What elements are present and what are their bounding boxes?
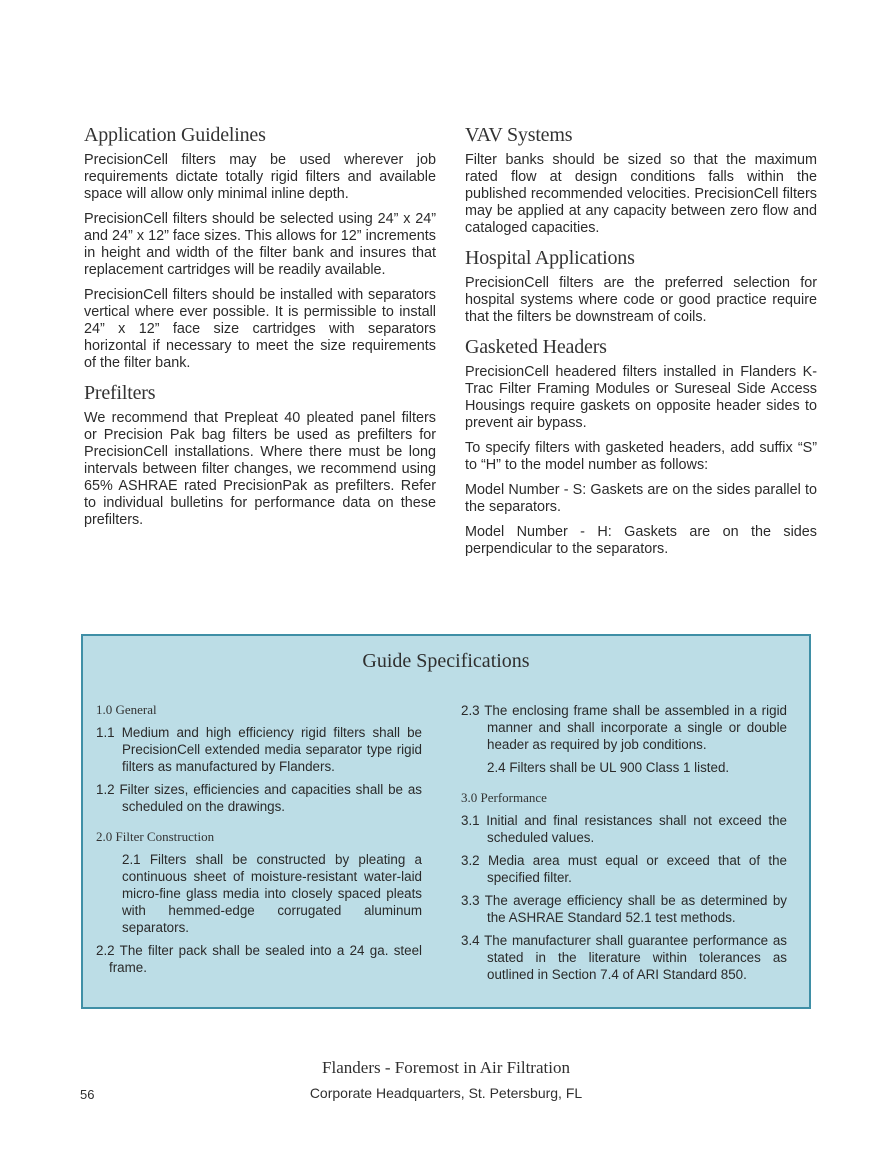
paragraph: Model Number - S: Gaskets are on the sides parallel to the separators. (465, 482, 817, 515)
spec-item-1-1: 1.1 Medium and high efficiency rigid filters shall be PrecisionCell extended media separator type rigid filters as manufactured by Flanders. (96, 725, 422, 774)
paragraph: We recommend that Prepleat 40 pleated panel filters or Precision Pak bag filters be used as prefilters for PrecisionCell installations. Where there must be long intervals between filter changes, we recommend using 65% ASHRAE rated PrecisionPak as prefilters. Refer to individual bulletins for performance data on these prefilters. (84, 410, 436, 528)
paragraph: PrecisionCell filters should be installed with separators vertical where ever possible. It is permissible to install 24” x 12” face size cartridges with separators horizontal if necessary to meet the size requirements of the filter bank. (84, 287, 436, 371)
spec-item-3-4: 3.4 The manufacturer shall guarantee performance as stated in the literature within tolerances as outlined in Section 7.4 of ARI Standard 850. (461, 933, 787, 982)
paragraph: To specify filters with gasketed headers, add suffix “S” to “H” to the model number as follows: (465, 440, 817, 473)
paragraph: Model Number - H: Gaskets are on the sides perpendicular to the separators. (465, 524, 817, 557)
left-column (84, 122, 436, 537)
heading-application-guidelines: Application Guidelines (84, 124, 266, 146)
paragraph: PrecisionCell filters should be selected using 24” x 24” and 24” x 12” face sizes. This allows for 12” increments in height and width of the filter bank and insures that replacement cartridges will be readily available. (84, 211, 436, 278)
spec-item-3-3: 3.3 The average efficiency shall be as determined by the ASHRAE Standard 52.1 test methods. (461, 893, 787, 925)
paragraph: PrecisionCell filters may be used wherever job requirements dictate totally rigid filters and available space will allow only minimal inline depth. (84, 152, 436, 202)
right-column (465, 122, 817, 566)
guide-specifications-title: Guide Specifications (362, 650, 530, 672)
spec-item-1-2: 1.2 Filter sizes, efficiencies and capacities shall be as scheduled on the drawings. (96, 782, 422, 814)
footer-subtitle: Corporate Headquarters, St. Petersburg, FL (309, 1085, 583, 1101)
spec-item-2-4: 2.4 Filters shall be UL 900 Class 1 listed. (487, 760, 730, 775)
paragraph: PrecisionCell headered filters installed in Flanders K-Trac Filter Framing Modules or Sureseal Side Access Housings require gaskets on opposite header sides to prevent air bypass. (465, 364, 817, 431)
heading-prefilters: Prefilters (84, 382, 156, 404)
spec-heading-performance: 3.0 Performance (461, 790, 547, 805)
spec-heading-general: 1.0 General (96, 702, 157, 717)
spec-item-2-3: 2.3 The enclosing frame shall be assembled in a rigid manner and shall incorporate a single or double header as required by job conditions. (461, 703, 787, 752)
page-number: 56 (80, 1087, 95, 1102)
spec-heading-filter-construction: 2.0 Filter Construction (96, 829, 215, 844)
paragraph: Filter banks should be sized so that the maximum rated flow at design conditions falls within the published recommended velocities. PrecisionCell filters may be applied at any capacity between zero flow and cataloged capacities. (465, 152, 817, 236)
guide-specifications-box (81, 634, 811, 1009)
spec-item-2-1: 2.1 Filters shall be constructed by pleating a continuous sheet of moisture-resistant water-laid micro-fine glass media into closely spaced pleats with hemmed-edge corrugated aluminum separators. (122, 852, 422, 935)
heading-gasketed-headers: Gasketed Headers (465, 336, 607, 358)
heading-vav-systems: VAV Systems (465, 124, 573, 146)
paragraph: PrecisionCell filters are the preferred selection for hospital systems where code or good practice require that the filters be downstream of coils. (465, 275, 817, 325)
spec-item-2-2: 2.2 The filter pack shall be sealed into a 24 ga. steel frame. (96, 943, 422, 975)
spec-column-right (461, 702, 787, 989)
heading-hospital-applications: Hospital Applications (465, 247, 635, 269)
spec-item-3-1: 3.1 Initial and final resistances shall not exceed the scheduled values. (461, 813, 787, 845)
spec-column-left (96, 702, 422, 982)
spec-item-3-2: 3.2 Media area must equal or exceed that of the specified filter. (461, 853, 787, 885)
footer-title: Flanders - Foremost in Air Filtration (322, 1058, 570, 1077)
